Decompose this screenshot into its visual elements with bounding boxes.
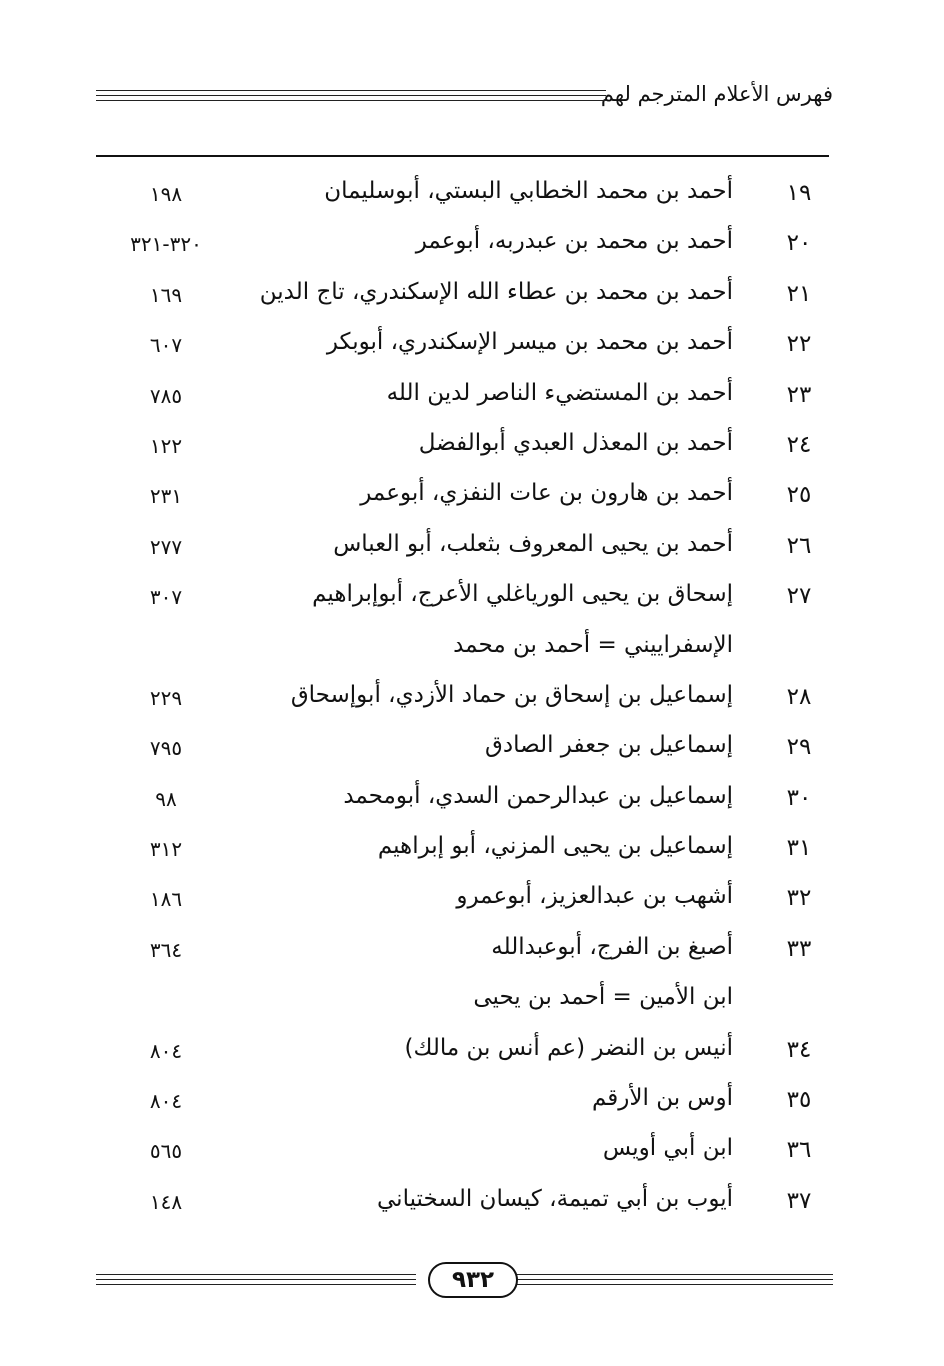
entry-name: أحمد بن المعذل العبدي أبوالفضل	[418, 429, 733, 456]
index-entry	[96, 323, 833, 373]
index-entry	[96, 273, 833, 323]
entry-name: أنيس بن النضر (عم أنس بن مالك)	[404, 1034, 733, 1061]
index-entry	[96, 222, 833, 272]
top-divider	[96, 155, 829, 157]
header-rule	[96, 90, 606, 91]
footer-rule	[96, 1284, 416, 1285]
entry-number: ٢٢	[786, 331, 812, 358]
index-entry	[96, 474, 833, 524]
entry-page: ١٢٢	[149, 433, 183, 458]
entry-number: ٢٧	[786, 583, 812, 610]
entry-page: ١٩٨	[149, 182, 183, 206]
entry-number: ٣٢	[786, 885, 812, 912]
entry-page: ٦٠٧	[149, 333, 183, 358]
entry-name: أحمد بن يحيى المعروف بثعلب، أبو العباس	[333, 530, 733, 557]
entry-number: ٣٠	[786, 784, 812, 811]
entry-page: ٣٠٧	[149, 585, 183, 610]
index-entry	[96, 424, 833, 474]
entry-page: ٥٦٥	[149, 1139, 183, 1164]
index-entry	[96, 726, 833, 776]
entry-page: ٨٠٤	[149, 1089, 183, 1114]
entry-name: إسحاق بن يحيى الورياغلي الأعرج، أبوإبراهيم	[312, 581, 733, 608]
entry-number: ٢٦	[786, 532, 812, 559]
entry-page: ٧٨٥	[149, 383, 183, 408]
entry-name: الإسفراييني = أحمد بن محمد	[453, 631, 733, 658]
entry-number: ٢٠	[786, 230, 812, 257]
cross-reference	[96, 626, 833, 676]
footer-rule	[96, 1279, 416, 1280]
index-entry	[96, 1180, 833, 1230]
entry-name: إسماعيل بن عبدالرحمن السدي، أبومحمد	[343, 782, 733, 809]
entry-page: ١٦٩	[149, 282, 183, 307]
footer-rule	[513, 1279, 833, 1280]
index-list	[96, 172, 833, 1230]
entry-page: ١٨٦	[149, 887, 183, 912]
page-number: ٩٣٢	[428, 1262, 518, 1298]
index-entry	[96, 1129, 833, 1179]
index-entry	[96, 172, 833, 222]
entry-number: ٣٦	[786, 1137, 812, 1164]
entry-name: ابن الأمين = أحمد بن يحيى	[473, 984, 733, 1011]
entry-name: أحمد بن هارون بن عات النفزي، أبوعمر	[360, 480, 733, 507]
entry-name: إسماعيل بن يحيى المزني، أبو إبراهيم	[377, 833, 733, 860]
entry-name: إسماعيل بن جعفر الصادق	[485, 732, 733, 759]
entry-number: ١٩	[786, 180, 812, 206]
index-entry	[96, 777, 833, 827]
index-entry	[96, 676, 833, 726]
entry-page: ١٤٨	[149, 1189, 183, 1214]
entry-page: ٨٠٤	[149, 1038, 183, 1063]
index-entry	[96, 1079, 833, 1129]
entry-page: ٢٧٧	[149, 534, 183, 559]
entry-number: ٢٣	[786, 381, 812, 408]
running-title: فهرس الأعلام المترجم لهم	[600, 82, 833, 106]
entry-name: أحمد بن محمد بن عطاء الله الإسكندري، تاج الدين	[259, 278, 733, 305]
entry-name: أصبغ بن الفرج، أبوعبدالله	[491, 933, 733, 960]
entry-number: ٣٤	[786, 1036, 812, 1063]
entry-name: أحمد بن محمد بن عبدربه، أبوعمر	[415, 228, 733, 255]
footer-rule	[513, 1284, 833, 1285]
entry-page: ٩٨	[155, 786, 177, 811]
index-entry	[96, 374, 833, 424]
entry-number: ٢٥	[786, 482, 812, 509]
entry-name: أشهب بن عبدالعزيز، أبوعمرو	[456, 883, 733, 910]
entry-number: ٢٤	[786, 431, 812, 458]
entry-number: ٢١	[786, 280, 812, 307]
entry-number: ٣٧	[786, 1187, 812, 1214]
cross-reference	[96, 978, 833, 1028]
entry-page: ٣١٢	[149, 837, 183, 862]
entry-page: ٧٩٥	[149, 736, 183, 761]
entry-page: ٢٣١	[149, 484, 183, 509]
header-rule	[96, 100, 606, 101]
index-entry	[96, 877, 833, 927]
entry-name: ابن أبي أويس	[602, 1135, 733, 1162]
index-entry	[96, 928, 833, 978]
entry-name: أحمد بن محمد الخطابي البستي، أبوسليمان	[324, 178, 733, 204]
entry-name: أحمد بن المستضيء الناصر لدين الله	[386, 379, 733, 406]
entry-number: ٣٣	[786, 935, 812, 962]
running-header	[96, 78, 833, 118]
header-rule	[96, 95, 606, 96]
index-entry	[96, 1029, 833, 1079]
entry-number: ٣٥	[786, 1087, 812, 1114]
footer-rule	[513, 1274, 833, 1275]
entry-page: ٣٦٤	[149, 937, 183, 962]
entry-number: ٢٨	[786, 683, 812, 710]
entry-name: أيوب بن أبي تميمة، كيسان السختياني	[377, 1185, 733, 1212]
entry-number: ٢٩	[786, 734, 812, 761]
index-entry	[96, 575, 833, 625]
entry-name: إسماعيل بن إسحاق بن حماد الأزدي، أبوإسحاق	[290, 681, 733, 708]
footer-rule	[96, 1274, 416, 1275]
index-entry	[96, 525, 833, 575]
index-entry	[96, 827, 833, 877]
entry-name: أحمد بن محمد بن ميسر الإسكندري، أبوبكر	[326, 329, 733, 356]
entry-number: ٣١	[786, 835, 812, 862]
entry-page: ٣٢٠-٣٢١	[130, 232, 202, 257]
entry-name: أوس بن الأرقم	[591, 1085, 733, 1112]
page-footer	[96, 1262, 833, 1302]
entry-page: ٢٢٩	[149, 685, 183, 710]
